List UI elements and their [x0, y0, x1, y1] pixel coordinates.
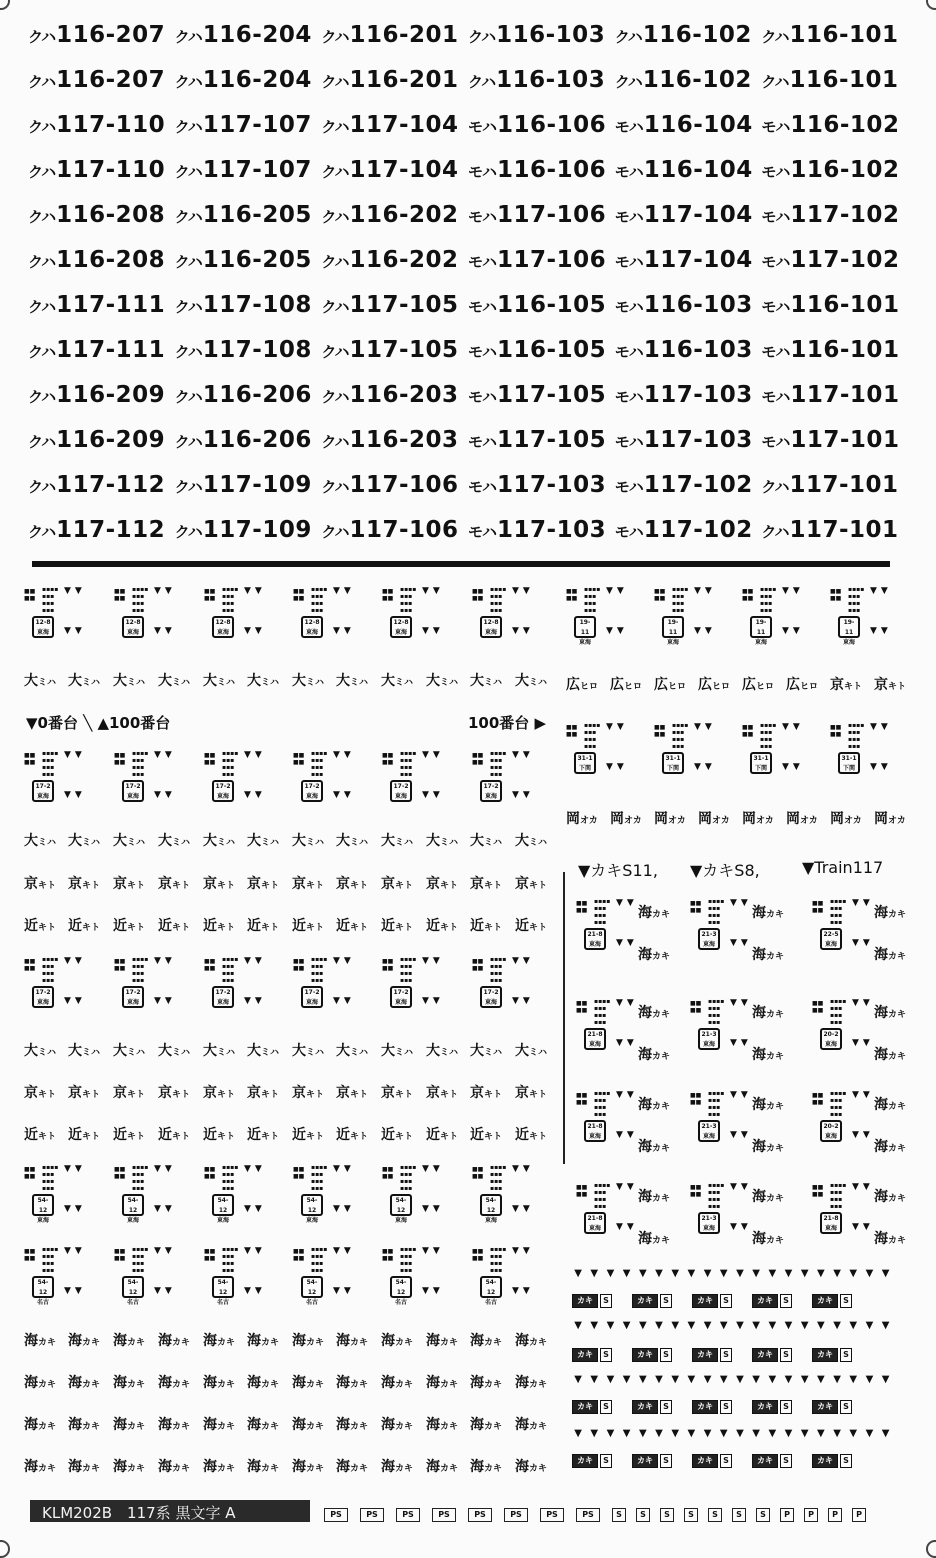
depot-mark-dai: 大ミハ [68, 673, 101, 689]
depot-mark-kin: 近キト [68, 1127, 101, 1143]
depot-mark-dai: 大ミハ [158, 1043, 191, 1059]
depot-mark-kyo: 京キト [158, 876, 191, 892]
depot-mark-oka: 岡オカ [874, 811, 906, 827]
depot-mark-oka: 岡オカ [610, 811, 642, 827]
depot-mark-umi: 海カキ [874, 1189, 907, 1205]
depot-mark-umi: 海カキ [752, 947, 785, 963]
car-number: モハ117-101 [761, 426, 900, 453]
depot-mark-kin: 近キト [336, 1127, 369, 1143]
depot-mark-dai: 大ミハ [68, 1043, 101, 1059]
ps-symbol: P [828, 1508, 842, 1522]
depot-mark-kin: 近キト [113, 918, 146, 934]
ps-symbol: P [852, 1508, 866, 1522]
depot-mark-dai: 大ミハ [292, 833, 325, 849]
depot-mark-kyo: 京キト [381, 876, 414, 892]
depot-mark-umi: 海カキ [247, 1333, 280, 1349]
car-number: クハ117-110 [28, 111, 166, 138]
depot-mark-kin: 近キト [515, 1127, 548, 1143]
number-row [28, 372, 908, 417]
depot-mark-kyo: 京キト [113, 876, 146, 892]
depot-mark-kyo: 京キト [24, 876, 57, 892]
ps-symbol: S [612, 1508, 626, 1522]
triangle-row: ▼ ▼ ▼ ▼ ▼ ▼ ▼ ▼ ▼ ▼ ▼ ▼ ▼ ▼ ▼ ▼ ▼ ▼ ▼ ▼ [574, 1320, 890, 1331]
car-number: モハ116-101 [761, 336, 900, 363]
car-number: クハ117-110 [28, 156, 166, 183]
depot-mark-umi: 海カキ [24, 1459, 57, 1475]
car-number: クハ116-203 [321, 426, 459, 453]
depot-mark-umi: 海カキ [113, 1417, 146, 1433]
depot-mark-dai: 大ミハ [292, 673, 325, 689]
number-row [28, 282, 908, 327]
depot-mark-kin: 近キト [247, 918, 280, 934]
car-number: クハ116-204 [174, 21, 312, 48]
depot-mark-kin: 近キト [24, 1127, 57, 1143]
car-number: モハ117-103 [468, 471, 607, 498]
depot-mark-umi: 海カキ [426, 1459, 459, 1475]
car-number: クハ116-103 [468, 21, 606, 48]
depot-mark-umi: 海カキ [515, 1417, 548, 1433]
depot-mark-kyo: 京キト [381, 1085, 414, 1101]
depot-mark-kyo: 京キト [68, 1085, 101, 1101]
depot-mark-umi: 海カキ [158, 1375, 191, 1391]
depot-mark-dai: 大ミハ [515, 1043, 548, 1059]
car-number: クハ117-105 [321, 291, 459, 318]
depot-mark-umi: 海カキ [638, 1005, 671, 1021]
kaki-symbol-row: カキ S カキ S カキ S カキ S カキ S [572, 1348, 872, 1362]
depot-mark-kin: 近キト [515, 918, 548, 934]
depot-mark-dai: 大ミハ [426, 833, 459, 849]
triangle-row: ▼ ▼ ▼ ▼ ▼ ▼ ▼ ▼ ▼ ▼ ▼ ▼ ▼ ▼ ▼ ▼ ▼ ▼ ▼ ▼ [574, 1428, 890, 1439]
depot-mark-umi: 海カキ [752, 1139, 785, 1155]
depot-mark-kin: 近キト [203, 918, 236, 934]
car-number: クハ116-203 [321, 381, 459, 408]
car-number: クハ116-208 [28, 246, 166, 273]
depot-mark-dai: 大ミハ [247, 673, 280, 689]
car-number: クハ117-101 [761, 516, 899, 543]
depot-mark-kin: 近キト [247, 1127, 280, 1143]
car-number: クハ116-209 [28, 426, 166, 453]
car-number: モハ117-102 [761, 246, 900, 273]
depot-mark-kyo: 京キト [203, 1085, 236, 1101]
car-number: クハ116-202 [321, 246, 459, 273]
ps-symbol: PS [432, 1508, 456, 1522]
depot-mark-umi: 海カキ [24, 1333, 57, 1349]
depot-mark-dai: 大ミハ [426, 1043, 459, 1059]
depot-mark-umi: 海カキ [24, 1417, 57, 1433]
car-number: クハ117-112 [28, 471, 166, 498]
depot-mark-kyo: 京キト [336, 1085, 369, 1101]
depot-mark-dai: 大ミハ [24, 1043, 57, 1059]
triangle-row: ▼ ▼ ▼ ▼ ▼ ▼ ▼ ▼ ▼ ▼ ▼ ▼ ▼ ▼ ▼ ▼ ▼ ▼ ▼ ▼ [574, 1374, 890, 1385]
car-number: クハ117-106 [321, 471, 459, 498]
train117-label: ▼Train117 [802, 858, 884, 877]
ps-symbol: PS [576, 1508, 600, 1522]
car-number: モハ117-105 [468, 426, 607, 453]
depot-mark-umi: 海カキ [874, 1047, 907, 1063]
depot-mark-dai: 大ミハ [158, 673, 191, 689]
depot-mark-dai: 大ミハ [381, 833, 414, 849]
depot-mark-umi: 海カキ [68, 1417, 101, 1433]
car-number: モハ116-102 [761, 111, 900, 138]
number-row [28, 102, 908, 147]
car-number: モハ116-106 [468, 156, 607, 183]
depot-mark-kyo: 京キト [24, 1085, 57, 1101]
depot-mark-dai: 大ミハ [292, 1043, 325, 1059]
depot-mark-kin: 近キト [381, 918, 414, 934]
depot-mark-umi: 海カキ [426, 1375, 459, 1391]
car-number: クハ116-206 [174, 426, 312, 453]
kaki-symbol-row: カキ S カキ S カキ S カキ S カキ S [572, 1294, 872, 1308]
depot-mark-kin: 近キト [470, 918, 503, 934]
car-number: クハ117-108 [174, 291, 312, 318]
car-number: モハ117-102 [761, 201, 900, 228]
depot-mark-umi: 海カキ [381, 1459, 414, 1475]
depot-mark-umi: 海カキ [638, 1097, 671, 1113]
car-number: クハ116-209 [28, 381, 166, 408]
number-row [28, 12, 908, 57]
car-number: モハ117-104 [614, 246, 753, 273]
depot-mark-hiro: 京キト [874, 677, 907, 693]
number-row [28, 327, 908, 372]
depot-mark-umi: 海カキ [247, 1417, 280, 1433]
depot-mark-dai: 大ミハ [203, 833, 236, 849]
number-row [28, 147, 908, 192]
car-number: モハ116-103 [614, 291, 753, 318]
depot-mark-kin: 近キト [24, 918, 57, 934]
ps-symbol: P [780, 1508, 794, 1522]
depot-mark-umi: 海カキ [874, 1097, 907, 1113]
depot-mark-hiro: 広ヒロ [566, 677, 599, 693]
depot-mark-kyo: 京キト [470, 1085, 503, 1101]
depot-mark-kyo: 京キト [336, 876, 369, 892]
car-number: モハ117-103 [614, 381, 753, 408]
depot-mark-kin: 近キト [292, 1127, 325, 1143]
ps-symbol: PS [324, 1508, 348, 1522]
car-number: クハ116-205 [174, 246, 312, 273]
car-number: クハ116-205 [174, 201, 312, 228]
depot-mark-kin: 近キト [158, 918, 191, 934]
car-number: クハ116-103 [468, 66, 606, 93]
depot-mark-dai: 大ミハ [470, 833, 503, 849]
depot-mark-kyo: 京キト [292, 1085, 325, 1101]
depot-mark-umi: 海カキ [470, 1333, 503, 1349]
depot-mark-umi: 海カキ [113, 1375, 146, 1391]
depot-mark-umi: 海カキ [874, 1139, 907, 1155]
number-row [28, 57, 908, 102]
car-number: クハ117-111 [28, 291, 166, 318]
number-row [28, 192, 908, 237]
depot-mark-umi: 海カキ [874, 905, 907, 921]
depot-mark-kin: 近キト [203, 1127, 236, 1143]
car-number: クハ116-207 [28, 21, 166, 48]
car-number: モハ117-104 [614, 201, 753, 228]
car-number: クハ117-107 [174, 156, 312, 183]
depot-mark-umi: 海カキ [470, 1459, 503, 1475]
depot-mark-umi: 海カキ [292, 1417, 325, 1433]
depot-mark-dai: 大ミハ [336, 673, 369, 689]
depot-mark-umi: 海カキ [470, 1417, 503, 1433]
kaki-section-divider [563, 872, 565, 1164]
depot-mark-umi: 海カキ [752, 1097, 785, 1113]
car-number: モハ116-103 [614, 336, 753, 363]
ps-symbol: S [732, 1508, 746, 1522]
depot-mark-oka: 岡オカ [742, 811, 774, 827]
car-number: クハ117-101 [761, 471, 899, 498]
ps-symbol: S [684, 1508, 698, 1522]
car-number: モハ116-106 [468, 111, 607, 138]
depot-mark-umi: 海カキ [158, 1417, 191, 1433]
depot-mark-umi: 海カキ [752, 1047, 785, 1063]
depot-mark-umi: 海カキ [752, 1189, 785, 1205]
depot-mark-umi: 海カキ [336, 1333, 369, 1349]
car-number: クハ117-111 [28, 336, 166, 363]
car-number: クハ116-204 [174, 66, 312, 93]
depot-mark-umi: 海カキ [381, 1333, 414, 1349]
corner-mark-bottom-right [926, 1540, 936, 1558]
car-number: モハ116-104 [614, 156, 753, 183]
depot-mark-dai: 大ミハ [203, 1043, 236, 1059]
depot-mark-umi: 海カキ [638, 1231, 671, 1247]
depot-mark-dai: 大ミハ [336, 833, 369, 849]
direction-label-left: ▼0番台 ╲ ▲100番台 [26, 714, 171, 732]
car-number: クハ116-208 [28, 201, 166, 228]
depot-mark-umi: 海カキ [158, 1333, 191, 1349]
depot-mark-kyo: 京キト [426, 1085, 459, 1101]
depot-mark-umi: 海カキ [515, 1459, 548, 1475]
depot-mark-umi: 海カキ [381, 1375, 414, 1391]
ps-symbol: S [660, 1508, 674, 1522]
number-row [28, 507, 908, 552]
depot-mark-dai: 大ミハ [113, 673, 146, 689]
car-number: モハ117-103 [614, 426, 753, 453]
depot-mark-dai: 大ミハ [68, 833, 101, 849]
depot-mark-oka: 岡オカ [566, 811, 598, 827]
depot-mark-umi: 海カキ [752, 1231, 785, 1247]
car-number: クハ116-101 [761, 21, 899, 48]
car-number: クハ117-105 [321, 336, 459, 363]
depot-mark-umi: 海カキ [638, 1189, 671, 1205]
depot-mark-dai: 大ミハ [24, 833, 57, 849]
depot-mark-dai: 大ミハ [24, 673, 57, 689]
depot-mark-dai: 大ミハ [158, 833, 191, 849]
car-number-grid [28, 12, 908, 552]
car-number: モハ116-104 [614, 111, 753, 138]
car-number: モハ116-101 [761, 291, 900, 318]
car-number: クハ117-109 [174, 516, 312, 543]
depot-mark-kyo: 京キト [292, 876, 325, 892]
depot-mark-umi: 海カキ [292, 1459, 325, 1475]
depot-mark-umi: 海カキ [638, 905, 671, 921]
car-number: クハ117-106 [321, 516, 459, 543]
depot-mark-dai: 大ミハ [515, 673, 548, 689]
depot-mark-kin: 近キト [470, 1127, 503, 1143]
depot-mark-kyo: 京キト [247, 1085, 280, 1101]
direction-label-right: 100番台 ▶ [468, 714, 547, 732]
depot-mark-umi: 海カキ [426, 1417, 459, 1433]
depot-mark-kyo: 京キト [68, 876, 101, 892]
depot-mark-umi: 海カキ [381, 1417, 414, 1433]
product-code-label: KLM202B 117系 黒文字 A [42, 1504, 236, 1522]
car-number: モハ116-105 [468, 336, 607, 363]
depot-mark-umi: 海カキ [292, 1375, 325, 1391]
number-row [28, 462, 908, 507]
depot-mark-dai: 大ミハ [203, 673, 236, 689]
depot-mark-kyo: 京キト [158, 1085, 191, 1101]
car-number: クハ116-201 [321, 21, 459, 48]
ps-symbol: S [708, 1508, 722, 1522]
depot-mark-umi: 海カキ [203, 1417, 236, 1433]
car-number: クハ116-102 [614, 21, 752, 48]
depot-mark-umi: 海カキ [336, 1459, 369, 1475]
depot-mark-kin: 近キト [292, 918, 325, 934]
depot-mark-umi: 海カキ [113, 1459, 146, 1475]
depot-mark-dai: 大ミハ [426, 673, 459, 689]
depot-mark-dai: 大ミハ [470, 673, 503, 689]
depot-mark-kyo: 京キト [113, 1085, 146, 1101]
car-number: モハ116-102 [761, 156, 900, 183]
depot-mark-hiro: 広ヒロ [786, 677, 819, 693]
depot-mark-umi: 海カキ [874, 1231, 907, 1247]
car-number: クハ116-206 [174, 381, 312, 408]
depot-mark-umi: 海カキ [426, 1333, 459, 1349]
depot-mark-umi: 海カキ [336, 1375, 369, 1391]
depot-mark-umi: 海カキ [874, 947, 907, 963]
car-number: クハ116-202 [321, 201, 459, 228]
depot-mark-kin: 近キト [113, 1127, 146, 1143]
depot-mark-umi: 海カキ [247, 1459, 280, 1475]
car-number: クハ116-101 [761, 66, 899, 93]
depot-mark-umi: 海カキ [203, 1459, 236, 1475]
depot-mark-umi: 海カキ [203, 1375, 236, 1391]
car-number: クハ117-108 [174, 336, 312, 363]
triangle-row: ▼ ▼ ▼ ▼ ▼ ▼ ▼ ▼ ▼ ▼ ▼ ▼ ▼ ▼ ▼ ▼ ▼ ▼ ▼ ▼ [574, 1268, 890, 1279]
depot-mark-kyo: 京キト [247, 876, 280, 892]
car-number: モハ117-102 [614, 516, 753, 543]
car-number: モハ117-103 [468, 516, 607, 543]
kaki-symbol-row: カキ S カキ S カキ S カキ S カキ S [572, 1454, 872, 1468]
kaki-s8-label: ▼カキS8, [690, 861, 760, 880]
depot-mark-umi: 海カキ [158, 1459, 191, 1475]
depot-mark-kin: 近キト [426, 1127, 459, 1143]
depot-mark-hiro: 広ヒロ [698, 677, 731, 693]
kaki-symbol-row: カキ S カキ S カキ S カキ S カキ S [572, 1400, 872, 1414]
depot-mark-dai: 大ミハ [470, 1043, 503, 1059]
depot-mark-hiro: 広ヒロ [654, 677, 687, 693]
depot-mark-kin: 近キト [426, 918, 459, 934]
depot-mark-kyo: 京キト [203, 876, 236, 892]
depot-mark-dai: 大ミハ [247, 1043, 280, 1059]
depot-mark-umi: 海カキ [336, 1417, 369, 1433]
section-divider [32, 561, 890, 567]
depot-mark-dai: 大ミハ [113, 1043, 146, 1059]
corner-mark-bottom-left [0, 1540, 10, 1558]
depot-mark-kyo: 京キト [515, 1085, 548, 1101]
car-number: モハ117-105 [468, 381, 607, 408]
car-number: クハ117-104 [321, 111, 459, 138]
depot-mark-umi: 海カキ [113, 1333, 146, 1349]
depot-mark-kin: 近キト [68, 918, 101, 934]
depot-mark-umi: 海カキ [24, 1375, 57, 1391]
ps-symbol: P [804, 1508, 818, 1522]
car-number: モハ117-101 [761, 381, 900, 408]
depot-mark-dai: 大ミハ [381, 1043, 414, 1059]
depot-mark-oka: 岡オカ [786, 811, 818, 827]
number-row [28, 237, 908, 282]
corner-mark-top-left [0, 0, 10, 10]
depot-mark-umi: 海カキ [515, 1333, 548, 1349]
car-number: クハ117-112 [28, 516, 166, 543]
car-number: クハ116-102 [614, 66, 752, 93]
car-number: クハ117-107 [174, 111, 312, 138]
car-number: クハ117-109 [174, 471, 312, 498]
depot-mark-umi: 海カキ [752, 905, 785, 921]
ps-symbol: PS [360, 1508, 384, 1522]
depot-mark-kyo: 京キト [426, 876, 459, 892]
decal-sheet: クハ116-207 クハ116-204 クハ116-201 クハ116-103 クハ116-102 クハ116-101 クハ116-207 クハ116-204 クハ116-201 クハ116-103 クハ116-102 クハ116-101 クハ117-110 クハ117-107 クハ117-104 モハ116-106 モハ116-104 モハ116-102 クハ117-110 クハ117-107 クハ117-104 モハ116-106 モハ116-104 モハ116-102 クハ116-208 クハ116-205 クハ116-202 モハ117-106 モハ117-104 モハ117-102 クハ116-208 クハ116-205 クハ116-202 モハ117-106 モハ117-104 モハ117-102 クハ117-111 クハ117-108 クハ117-105 モハ116-105 モハ116-103 モハ116-101 クハ117-111 クハ117-108 クハ117-105 モハ116-105 モハ116-103 モハ116-101 クハ116-209 クハ116-206 クハ116-203 モハ117-105 モハ117-103 モハ117-101 クハ116-209 クハ116-206 クハ116-203 モハ117-105 モハ117-103 モハ117-101 クハ117-112 クハ117-109 クハ117-106 モハ117-103 モハ117-102 クハ117-101 クハ117-112 クハ117-109 クハ117-106 モハ117-103 モハ117-102 クハ117-101 ▼0番台 ╲ ▲100番台 100番台 ▶ ▼カキS11, ▼カキS8, ▼Train117 ■■ ■■ ▪▪▪▪ ▪▪▪ ▪▪▪ ▪▪▪ ▼▼ 12-8 東海 ▼▼ ■■ ■■ ▪▪▪▪ ▪▪▪ ▪▪▪ ▪▪▪ ▼▼ 12-8 東海 ▼▼ ■■ ■■ ▪▪▪▪ ▪▪▪ ▪▪▪ ▪▪▪ ▼▼ 12-8 東海 ▼▼ ■■ ■■ ▪▪▪▪ ▪▪▪ ▪▪▪ ▪▪▪ ▼▼ 12-8 東海 ▼▼ ■■ ■■ ▪▪▪▪ ▪▪▪ ▪▪▪ ▪▪▪ ▼▼ 12-8 東海 ▼▼ ■■ ■■ ▪▪▪▪ ▪▪▪ ▪▪▪ ▪▪▪ ▼▼ 12-8 東海 ▼▼ 大ミハ 大ミハ 大ミハ 大ミハ 大ミハ 大ミハ 大ミハ 大ミハ 大ミハ 大ミハ 大ミハ 大ミハ ■■ ■■ ▪▪▪▪ ▪▪▪ ▪▪▪ ▪▪▪ ▼▼ 17-2 東海 ▼▼ ■■ ■■ ▪▪▪▪ ▪▪▪ ▪▪▪ ▪▪▪ ▼▼ 17-2 東海 ▼▼ ■■ ■■ ▪▪▪▪ ▪▪▪ ▪▪▪ ▪▪▪ ▼▼ 17-2 東海 ▼▼ ■■ ■■ ▪▪▪▪ ▪▪▪ ▪▪▪ ▪▪▪ ▼▼ 17-2 東海 ▼▼ ■■ ■■ ▪▪▪▪ ▪▪▪ ▪▪▪ ▪▪▪ ▼▼ 17-2 東海 ▼▼ ■■ ■■ ▪▪▪▪ ▪▪▪ ▪▪▪ ▪▪▪ ▼▼ 17-2 東海 ▼▼ 大ミハ 大ミハ 大ミハ 大ミハ 大ミハ 大ミハ 大ミハ 大ミハ 大ミハ 大ミハ 大ミハ 大ミハ 京キト 京キト 京キト 京キト 京キト 京キト 京キト 京キト 京キト 京キト 京キト 京キト 近キト 近キト 近キト 近キト 近キト 近キト 近キト 近キト 近キト 近キト 近キト 近キト ■■ ■■ ▪▪▪▪ ▪▪▪ ▪▪▪ ▪▪▪ ▼▼ 17-2 東海 ▼▼ ■■ ■■ ▪▪▪▪ ▪▪▪ ▪▪▪ ▪▪▪ ▼▼ 17-2 東海 ▼▼ ■■ ■■ ▪▪▪▪ ▪▪▪ ▪▪▪ ▪▪▪ ▼▼ 17-2 東海 ▼▼ ■■ ■■ ▪▪▪▪ ▪▪▪ ▪▪▪ ▪▪▪ ▼▼ 17-2 東海 ▼▼ ■■ ■■ ▪▪▪▪ ▪▪▪ ▪▪▪ ▪▪▪ ▼▼ 17-2 東海 ▼▼ ■■ ■■ ▪▪▪▪ ▪▪▪ ▪▪▪ ▪▪▪ ▼▼ 17-2 東海 ▼▼ 大ミハ 大ミハ 大ミハ 大ミハ 大ミハ 大ミハ 大ミハ 大ミハ 大ミハ 大ミハ 大ミハ 大ミハ 京キト 京キト 京キト 京キト 京キト 京キト 京キト 京キト 京キト 京キト 京キト 京キト 近キト 近キト 近キト 近キト 近キト 近キト 近キト 近キト 近キト 近キト 近キト 近キト ■■ ■■ ▪▪▪▪ ▪▪▪ ▪▪▪ ▪▪▪ ▼▼ 54-12 東海 ▼▼ ■■ ■■ ▪▪▪▪ ▪▪▪ ▪▪▪ ▪▪▪ ▼▼ 54-12 東海 ▼▼ ■■ ■■ ▪▪▪▪ ▪▪▪ ▪▪▪ ▪▪▪ ▼▼ 54-12 東海 ▼▼ ■■ ■■ ▪▪▪▪ ▪▪▪ ▪▪▪ ▪▪▪ ▼▼ 54-12 東海 ▼▼ ■■ ■■ ▪▪▪▪ ▪▪▪ ▪▪▪ ▪▪▪ ▼▼ 54-12 東海 ▼▼ ■■ ■■ ▪▪▪▪ ▪▪▪ ▪▪▪ ▪▪▪ ▼▼ 54-12 東海 ▼▼ ■■ ■■ ▪▪▪▪ ▪▪▪ ▪▪▪ ▪▪▪ ▼▼ 54-12 名古 ▼▼ ■■ ■■ ▪▪▪▪ ▪▪▪ ▪▪▪ ▪▪▪ ▼▼ 54-12 名古 ▼▼ ■■ ■■ ▪▪▪▪ ▪▪▪ ▪▪▪ ▪▪▪ ▼▼ 54-12 名古 ▼▼ ■■ ■■ ▪▪▪▪ ▪▪▪ ▪▪▪ ▪▪▪ ▼▼ 54-12 名古 ▼▼ ■■ ■■ ▪▪▪▪ ▪▪▪ ▪▪▪ ▪▪▪ ▼▼ 54-12 名古 ▼▼ ■■ ■■ ▪▪▪▪ ▪▪▪ ▪▪▪ ▪▪▪ ▼▼ 54-12 名古 ▼▼ 海カキ 海カキ 海カキ 海カキ 海カキ 海カキ 海カキ 海カキ 海カキ 海カキ 海カキ 海カキ 海カキ 海カキ 海カキ 海カキ 海カキ 海カキ 海カキ 海カキ 海カキ 海カキ 海カキ 海カキ 海カキ 海カキ 海カキ 海カキ 海カキ 海カキ 海カキ 海カキ 海カキ 海カキ 海カキ 海カキ 海カキ 海カキ 海カキ 海カキ 海カキ 海カキ 海カキ 海カキ 海カキ 海カキ 海カキ 海カキ ■■ ■■ ▪▪▪▪ ▪▪▪ ▪▪▪ ▪▪▪ ▼▼ 19-11 東海 ▼▼ ■■ ■■ ▪▪▪▪ ▪▪▪ ▪▪▪ ▪▪▪ ▼▼ 19-11 東海 ▼▼ ■■ ■■ ▪▪▪▪ ▪▪▪ ▪▪▪ ▪▪▪ ▼▼ 19-11 東海 ▼▼ ■■ ■■ ▪▪▪▪ ▪▪▪ ▪▪▪ ▪▪▪ ▼▼ 19-11 東海 ▼▼ 広ヒロ 広ヒロ 広ヒロ 広ヒロ 広ヒロ 広ヒロ 京キト 京キト ■■ ■■ ▪▪▪▪ ▪▪▪ ▪▪▪ ▪▪▪ ▼▼ 31-1 下関 ▼▼ ■■ ■■ ▪▪▪▪ ▪▪▪ ▪▪▪ ▪▪▪ ▼▼ 31-1 下関 ▼▼ ■■ ■■ ▪▪▪▪ ▪▪▪ ▪▪▪ ▪▪▪ ▼▼ 31-1 下関 ▼▼ ■■ ■■ ▪▪▪▪ ▪▪▪ ▪▪▪ ▪▪▪ ▼▼ 31-1 下関 ▼▼ 岡オカ 岡オカ 岡オカ 岡オカ 岡オカ 岡オカ 岡オカ 岡オカ ■■ ■■ ▪▪▪▪ ▪▪▪ ▪▪▪ ▪▪▪ ▼▼ 21-8 東海 ▼▼ 海カキ 海カキ ■■ ■■ ▪▪▪▪ ▪▪▪ ▪▪▪ ▪▪▪ ▼▼ 21-3 東海 ▼▼ 海カキ 海カキ ■■ ■■ ▪▪▪▪ ▪▪▪ ▪▪▪ ▪▪▪ ▼▼ 22-5 東海 ▼▼ 海カキ 海カキ ■■ ■■ ▪▪▪▪ ▪▪▪ ▪▪▪ ▪▪▪ ▼▼ 21-8 東海 ▼▼ 海カキ 海カキ ■■ ■■ ▪▪▪▪ ▪▪▪ ▪▪▪ ▪▪▪ ▼▼ 21-3 東海 ▼▼ 海カキ 海カキ ■■ ■■ ▪▪▪▪ ▪▪▪ ▪▪▪ ▪▪▪ ▼▼ 20-2 東海 ▼▼ 海カキ 海カキ ■■ ■■ ▪▪▪▪ ▪▪▪ ▪▪▪ ▪▪▪ ▼▼ 21-8 東海 ▼▼ 海カキ 海カキ ■■ ■■ ▪▪▪▪ ▪▪▪ ▪▪▪ ▪▪▪ ▼▼ 21-3 東海 ▼▼ 海カキ 海カキ ■■ ■■ ▪▪▪▪ ▪▪▪ ▪▪▪ ▪▪▪ ▼▼ 20-2 東海 ▼▼ 海カキ 海カキ ■■ ■■ ▪▪▪▪ ▪▪▪ ▪▪▪ ▪▪▪ ▼▼ 21-8 東海 ▼▼ 海カキ 海カキ ■■ ■■ ▪▪▪▪ ▪▪▪ ▪▪▪ ▪▪▪ ▼▼ 21-3 東海 ▼▼ 海カキ 海カキ ■■ ■■ ▪▪▪▪ ▪▪▪ ▪▪▪ ▪▪▪ ▼▼ 21-8 東海 ▼▼ 海カキ 海カキ ▼ ▼ ▼ ▼ ▼ ▼ ▼ ▼ ▼ ▼ ▼ ▼ ▼ ▼ ▼ ▼ ▼ ▼ ▼ ▼ ▼ ▼ ▼ ▼ ▼ ▼ ▼ ▼ ▼ ▼ ▼ ▼ ▼ ▼ ▼ ▼ ▼ ▼ ▼ ▼ ▼ ▼ ▼ ▼ ▼ ▼ ▼ ▼ ▼ ▼ ▼ ▼ ▼ ▼ ▼ ▼ ▼ ▼ ▼ ▼ ▼ ▼ ▼ ▼ ▼ ▼ ▼ ▼ ▼ ▼ ▼ ▼ ▼ ▼ ▼ ▼ ▼ ▼ ▼ ▼ カキ S カキ S カキ S カキ S カキ S カキ S カキ S カキ S カキ S カキ S カキ S カキ S カキ S カキ S カキ S カキ S カキ S カキ S カキ S カキ S KLM202B 117系 黒文字 A PS PS PS PS PS PS PS PS S S S S S S S P P P P [0, 0, 936, 1551]
depot-mark-umi: 海カキ [247, 1375, 280, 1391]
depot-mark-umi: 海カキ [203, 1333, 236, 1349]
depot-mark-umi: 海カキ [68, 1459, 101, 1475]
depot-mark-hiro: 広ヒロ [742, 677, 775, 693]
car-number: モハ117-106 [468, 201, 607, 228]
depot-mark-oka: 岡オカ [830, 811, 862, 827]
depot-mark-umi: 海カキ [470, 1375, 503, 1391]
car-number: クハ116-207 [28, 66, 166, 93]
depot-mark-kin: 近キト [336, 918, 369, 934]
depot-mark-dai: 大ミハ [515, 833, 548, 849]
depot-mark-oka: 岡オカ [698, 811, 730, 827]
depot-mark-kin: 近キト [381, 1127, 414, 1143]
depot-mark-oka: 岡オカ [654, 811, 686, 827]
depot-mark-dai: 大ミハ [247, 833, 280, 849]
depot-mark-hiro: 広ヒロ [610, 677, 643, 693]
depot-mark-kyo: 京キト [515, 876, 548, 892]
depot-mark-umi: 海カキ [638, 1139, 671, 1155]
depot-mark-umi: 海カキ [638, 947, 671, 963]
car-number: モハ117-102 [614, 471, 753, 498]
depot-mark-umi: 海カキ [752, 1005, 785, 1021]
depot-mark-dai: 大ミハ [336, 1043, 369, 1059]
car-number: クハ117-104 [321, 156, 459, 183]
ps-symbol: PS [504, 1508, 528, 1522]
car-number: モハ117-106 [468, 246, 607, 273]
depot-mark-umi: 海カキ [515, 1375, 548, 1391]
depot-mark-umi: 海カキ [638, 1047, 671, 1063]
depot-mark-umi: 海カキ [68, 1375, 101, 1391]
kaki-s11-label: ▼カキS11, [578, 861, 658, 880]
depot-mark-hiro: 京キト [830, 677, 863, 693]
number-row [28, 417, 908, 462]
car-number: クハ116-201 [321, 66, 459, 93]
ps-symbol: S [636, 1508, 650, 1522]
depot-mark-dai: 大ミハ [113, 833, 146, 849]
depot-mark-umi: 海カキ [292, 1333, 325, 1349]
depot-mark-kyo: 京キト [470, 876, 503, 892]
ps-symbol: S [756, 1508, 770, 1522]
depot-mark-kin: 近キト [158, 1127, 191, 1143]
corner-mark-top-right [926, 0, 936, 10]
ps-symbol: PS [540, 1508, 564, 1522]
depot-mark-umi: 海カキ [68, 1333, 101, 1349]
ps-symbol: PS [396, 1508, 420, 1522]
depot-mark-umi: 海カキ [874, 1005, 907, 1021]
ps-symbol: PS [468, 1508, 492, 1522]
car-number: モハ116-105 [468, 291, 607, 318]
depot-mark-dai: 大ミハ [381, 673, 414, 689]
